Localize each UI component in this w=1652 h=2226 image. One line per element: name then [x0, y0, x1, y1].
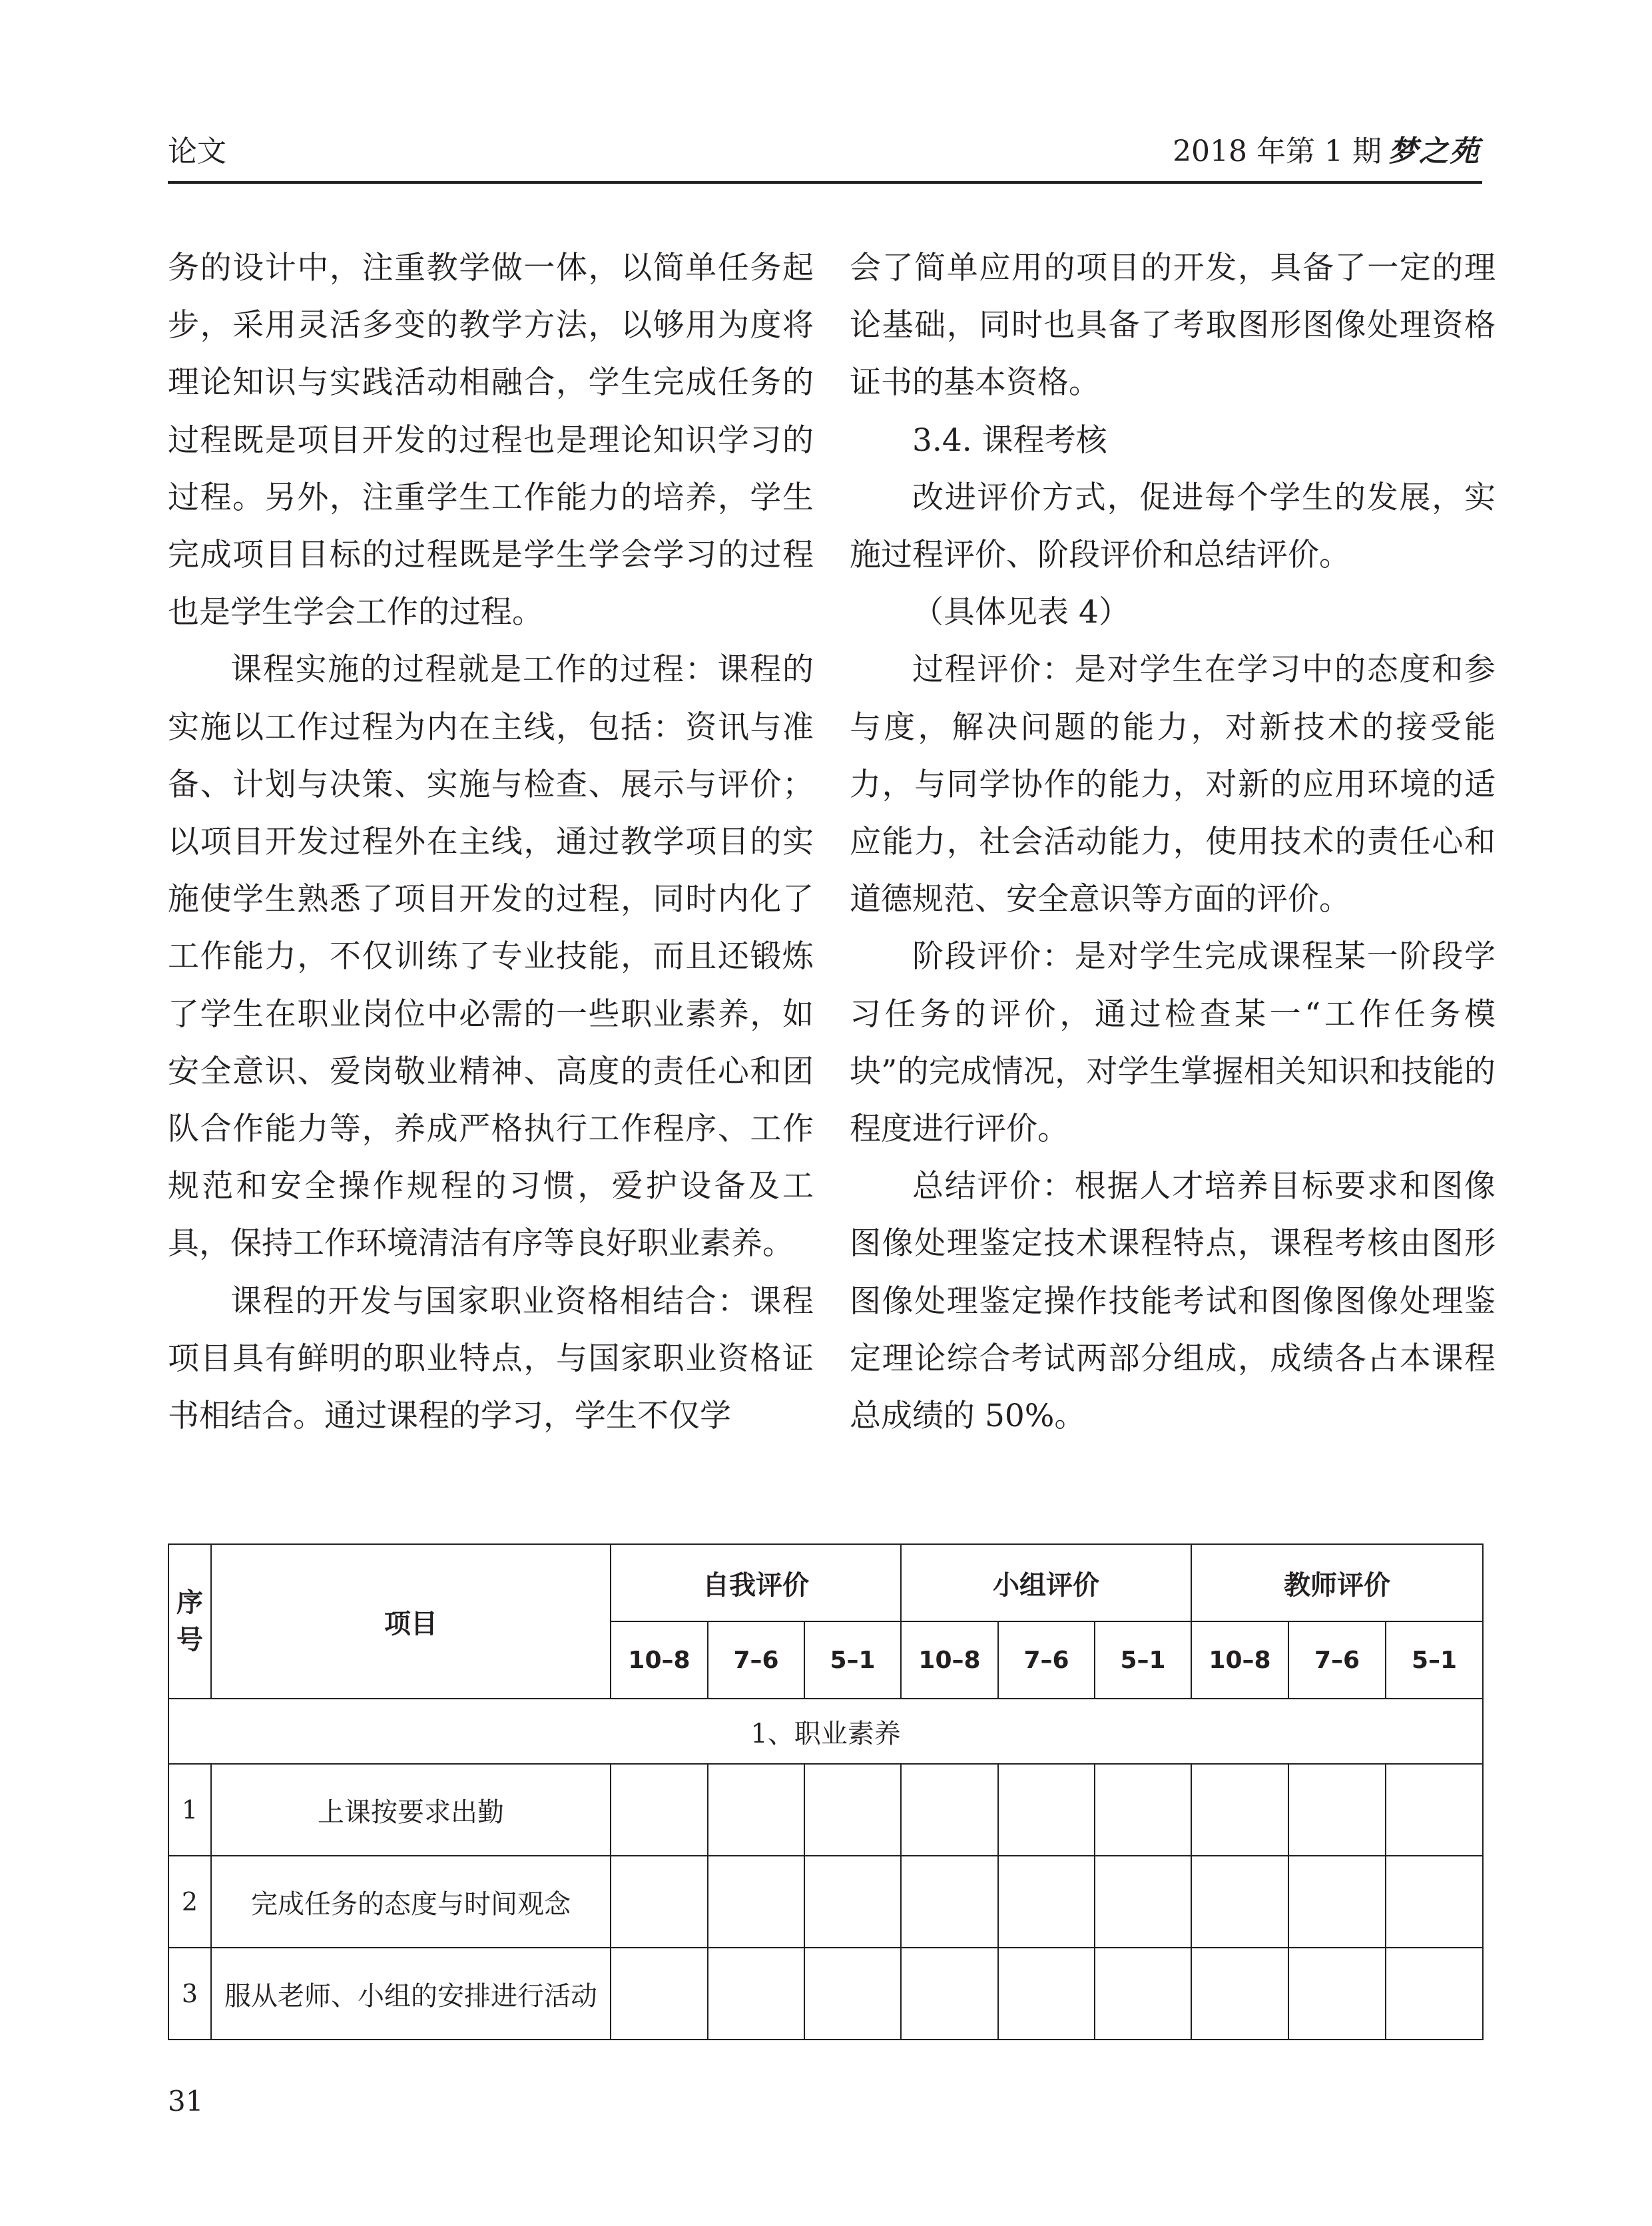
right-column	[850, 240, 1496, 1445]
score-cell	[998, 1856, 1095, 1948]
table-section-title: 1、职业素养	[168, 1699, 1483, 1764]
score-cell	[998, 1764, 1095, 1856]
table-row	[168, 1948, 1483, 2040]
table-row	[168, 1856, 1483, 1948]
score-range: 5–1	[804, 1621, 901, 1699]
score-cell	[1095, 1948, 1191, 2040]
score-cell	[1191, 1948, 1288, 2040]
score-cell	[1288, 1856, 1386, 1948]
score-range: 7–6	[1288, 1621, 1386, 1699]
row-number: 2	[168, 1856, 211, 1948]
header-self-eval: 自我评价	[611, 1544, 901, 1621]
paragraph: 务的设计中，注重教学做一体，以简单任务起步，采用灵活多变的教学方法，以够用为度将理论知识与实践活动相融合，学生完成任务的过程既是项目开发的过程也是理论知识学习的过程。另外，注重学生工作能力的培养，学生完成项目目标的过程既是学生学会学习的过程也是学生学会工作的过程。	[168, 250, 814, 631]
score-cell	[611, 1764, 708, 1856]
header-issue	[1173, 132, 1480, 172]
score-cell	[1386, 1764, 1483, 1856]
score-cell	[1288, 1948, 1386, 2040]
score-range: 7–6	[998, 1621, 1095, 1699]
score-cell	[1191, 1856, 1288, 1948]
header-rule	[168, 181, 1482, 184]
score-cell	[1095, 1856, 1191, 1948]
row-item: 服从老师、小组的安排进行活动	[211, 1948, 611, 2040]
score-cell	[804, 1764, 901, 1856]
row-item: 上课按要求出勤	[211, 1764, 611, 1856]
score-range: 7–6	[708, 1621, 804, 1699]
score-range: 10–8	[901, 1621, 998, 1699]
score-cell	[998, 1948, 1095, 2040]
evaluation-table	[168, 1543, 1484, 2040]
header-group-eval: 小组评价	[901, 1544, 1191, 1621]
score-range: 5–1	[1386, 1621, 1483, 1699]
score-range: 5–1	[1095, 1621, 1191, 1699]
paragraph: 过程评价：是对学生在学习中的态度和参与度，解决问题的能力，对新技术的接受能力，与同学协作的能力，对新的应用环境的适应能力，社会活动能力，使用技术的责任心和道德规范、安全意识等方面的评价。	[850, 651, 1496, 918]
paragraph: 改进评价方式，促进每个学生的发展，实施过程评价、阶段评价和总结评价。	[850, 479, 1496, 574]
header-issue-text: 2018 年第 1 期	[1173, 135, 1382, 168]
row-number: 3	[168, 1948, 211, 2040]
paragraph: 课程实施的过程就是工作的过程：课程的实施以工作过程为内在主线，包括：资讯与准备、计划与决策、实施与检查、展示与评价；以项目开发过程外在主线，通过教学项目的实施使学生熟悉了项目开发的过程，同时内化了工作能力，不仅训练了专业技能，而且还锻炼了学生在职业岗位中必需的一些职业素养，如安全意识、爱岗敬业精神、高度的责任心和团队合作能力等，养成严格执行工作程序、工作规范和安全操作规程的习惯，爱护设备及工具，保持工作环境清洁有序等良好职业素养。	[168, 651, 814, 1262]
score-cell	[901, 1764, 998, 1856]
score-cell	[901, 1856, 998, 1948]
left-column	[168, 240, 814, 1445]
paragraph: （具体见表 4）	[912, 594, 1130, 631]
score-cell	[1386, 1948, 1483, 2040]
row-item: 完成任务的态度与时间观念	[211, 1856, 611, 1948]
header-section-label: 论文	[168, 135, 226, 168]
row-number: 1	[168, 1764, 211, 1856]
journal-brand-logo: 梦之苑	[1388, 135, 1480, 168]
score-cell	[611, 1856, 708, 1948]
paragraph: 阶段评价：是对学生完成课程某一阶段学习任务的评价，通过检查某一“工作任务模块”的完成情况，对学生掌握相关知识和技能的程度进行评价。	[850, 938, 1496, 1148]
header-item: 项目	[211, 1544, 611, 1699]
section-heading: 3.4. 课程考核	[912, 421, 1107, 459]
score-cell	[1386, 1856, 1483, 1948]
score-cell	[708, 1764, 804, 1856]
score-cell	[1288, 1764, 1386, 1856]
page-number: 31	[168, 2085, 204, 2117]
score-cell	[708, 1856, 804, 1948]
score-cell	[1095, 1764, 1191, 1856]
paragraph: 总结评价：根据人才培养目标要求和图像图像处理鉴定技术课程特点，课程考核由图形图像处理鉴定操作技能考试和图像图像处理鉴定理论综合考试两部分组成，成绩各占本课程总成绩的 50%。	[850, 1168, 1496, 1435]
paragraph: 课程的开发与国家职业资格相结合：课程项目具有鲜明的职业特点，与国家职业资格证书相结合。通过课程的学习，学生不仅学	[168, 1282, 814, 1435]
score-cell	[804, 1856, 901, 1948]
score-cell	[708, 1948, 804, 2040]
score-cell	[1191, 1764, 1288, 1856]
score-cell	[611, 1948, 708, 2040]
score-cell	[901, 1948, 998, 2040]
paragraph: 会了简单应用的项目的开发，具备了一定的理论基础，同时也具备了考取图形图像处理资格证书的基本资格。	[850, 250, 1496, 402]
table-row	[168, 1764, 1483, 1856]
header-teacher-eval: 教师评价	[1191, 1544, 1483, 1621]
header-no: 序号	[168, 1544, 211, 1699]
score-cell	[804, 1948, 901, 2040]
score-range: 10–8	[611, 1621, 708, 1699]
score-range: 10–8	[1191, 1621, 1288, 1699]
